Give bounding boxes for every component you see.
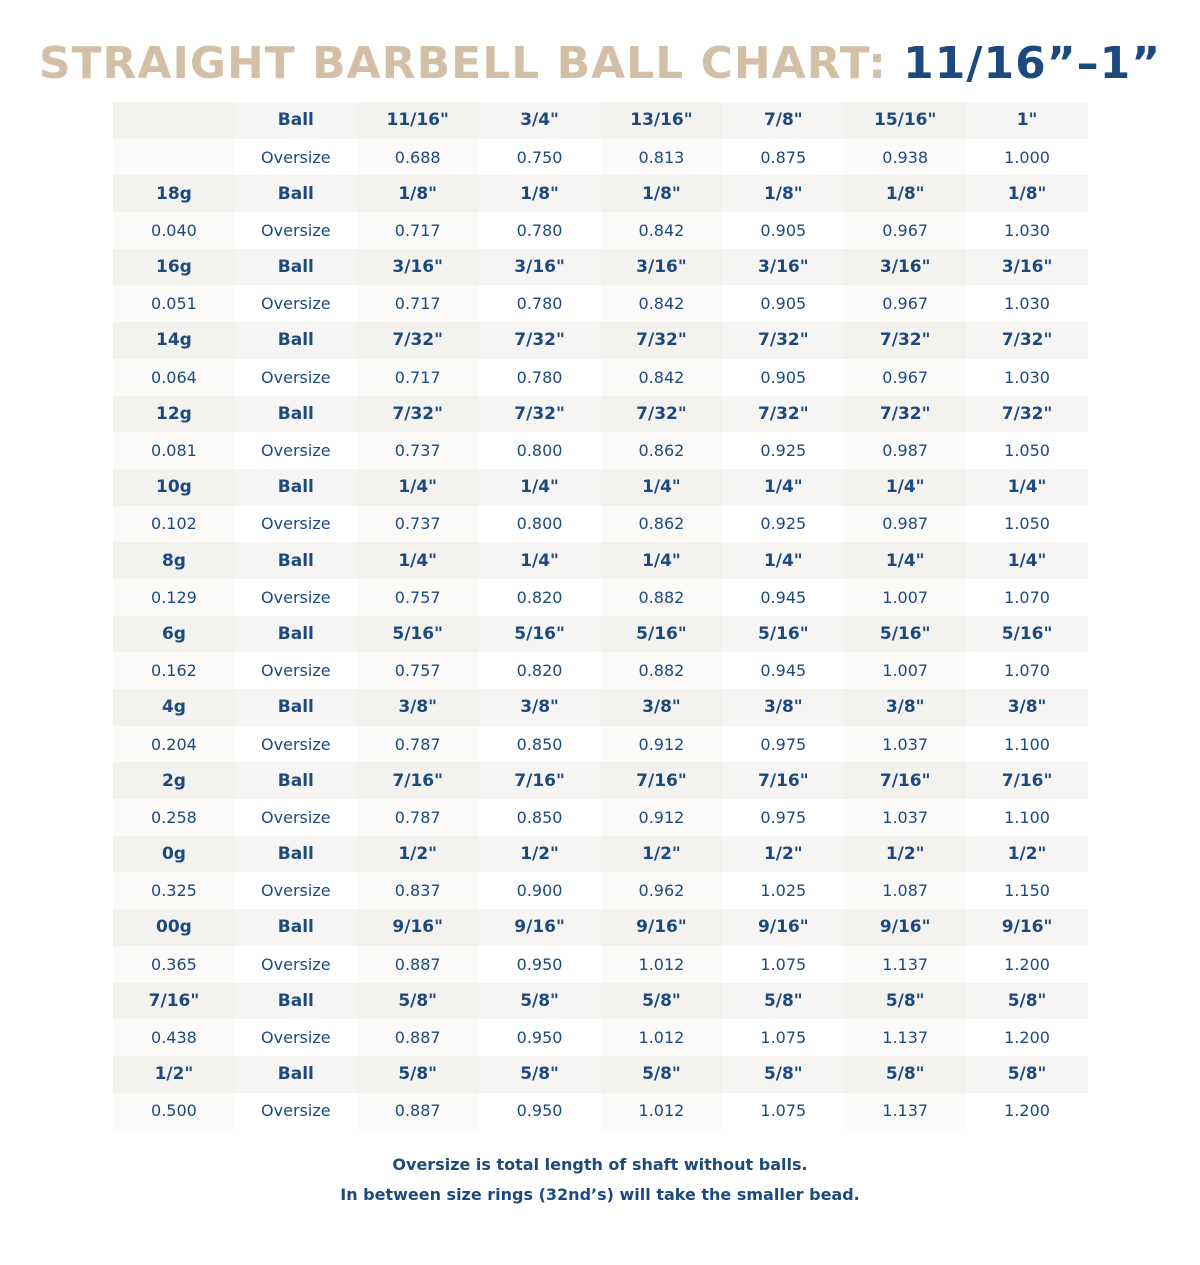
oversize-label: Oversize	[235, 799, 357, 836]
oversize-value: 1.137	[844, 1093, 966, 1130]
ball-size: 7/32"	[966, 322, 1088, 359]
oversize-value: 0.717	[357, 212, 479, 249]
ball-size: 5/16"	[844, 616, 966, 653]
oversize-value: 1.100	[966, 726, 1088, 763]
ball-size: 7/16"	[722, 762, 844, 799]
oversize-value: 0.850	[479, 726, 601, 763]
title-size-range: 11/16”–1”	[903, 38, 1162, 89]
oversize-value: 0.850	[479, 799, 601, 836]
ball-label: Ball	[235, 542, 357, 579]
ball-label: Ball	[235, 762, 357, 799]
ball-size: 5/8"	[357, 1056, 479, 1093]
ball-size: 5/8"	[844, 1056, 966, 1093]
oversize-value: 0.925	[722, 432, 844, 469]
oversize-value: 1.150	[966, 872, 1088, 909]
oversize-value: 0.820	[479, 579, 601, 616]
oversize-value: 0.862	[601, 432, 723, 469]
oversize-value: 0.950	[479, 1019, 601, 1056]
ball-size: 3/8"	[966, 689, 1088, 726]
gauge-ball-row	[113, 175, 1088, 212]
gauge-inches: 0.129	[113, 579, 235, 616]
oversize-value: 1.137	[844, 946, 966, 983]
ball-size: 3/16"	[844, 249, 966, 286]
gauge-ball-row	[113, 1056, 1088, 1093]
gauge-label: 7/16"	[113, 983, 235, 1020]
oversize-value: 0.945	[722, 579, 844, 616]
ball-size: 1/4"	[844, 542, 966, 579]
ball-size: 3/8"	[357, 689, 479, 726]
gauge-oversize-row	[113, 1093, 1088, 1130]
oversize-value: 0.882	[601, 652, 723, 689]
size-header: 1"	[966, 102, 1088, 139]
ball-size: 1/4"	[601, 542, 723, 579]
gauge-ball-row	[113, 762, 1088, 799]
gauge-oversize-row	[113, 652, 1088, 689]
oversize-value: 0.887	[357, 1093, 479, 1130]
oversize-value: 0.887	[357, 946, 479, 983]
oversize-value: 0.787	[357, 726, 479, 763]
ball-size: 5/8"	[479, 983, 601, 1020]
oversize-label: Oversize	[235, 506, 357, 543]
oversize-value: 0.967	[844, 212, 966, 249]
gauge-oversize-row	[113, 872, 1088, 909]
ball-size: 1/4"	[966, 469, 1088, 506]
ball-label: Ball	[235, 836, 357, 873]
oversize-value: 0.975	[722, 799, 844, 836]
oversize-value: 1.007	[844, 652, 966, 689]
ball-size: 7/32"	[601, 322, 723, 359]
gauge-inches: 0.365	[113, 946, 235, 983]
gauge-inches: 0.258	[113, 799, 235, 836]
ball-size: 1/8"	[844, 175, 966, 212]
oversize-value: 0.912	[601, 726, 723, 763]
ball-size: 1/8"	[722, 175, 844, 212]
gauge-oversize-row	[113, 432, 1088, 469]
gauge-inches: 0.500	[113, 1093, 235, 1130]
oversize-value: 0.938	[844, 139, 966, 176]
ball-size: 9/16"	[601, 909, 723, 946]
ball-size: 5/16"	[479, 616, 601, 653]
ball-size: 3/8"	[601, 689, 723, 726]
gauge-oversize-row	[113, 212, 1088, 249]
gauge-inches: 0.064	[113, 359, 235, 396]
gauge-label: 00g	[113, 909, 235, 946]
oversize-value: 0.717	[357, 285, 479, 322]
gauge-ball-row	[113, 249, 1088, 286]
gauge-oversize-row	[113, 285, 1088, 322]
ball-label: Ball	[235, 175, 357, 212]
ball-label: Ball	[235, 616, 357, 653]
oversize-value: 1.012	[601, 946, 723, 983]
gauge-inches: 0.325	[113, 872, 235, 909]
oversize-value: 1.037	[844, 726, 966, 763]
ball-size: 5/8"	[844, 983, 966, 1020]
ball-label: Ball	[235, 322, 357, 359]
ball-size: 5/16"	[966, 616, 1088, 653]
size-header: 13/16"	[601, 102, 723, 139]
oversize-label: Oversize	[235, 946, 357, 983]
ball-size: 3/8"	[722, 689, 844, 726]
gauge-inches: 0.051	[113, 285, 235, 322]
oversize-label: Oversize	[235, 285, 357, 322]
ball-size: 1/4"	[722, 469, 844, 506]
ball-size: 5/8"	[966, 983, 1088, 1020]
gauge-inches: 0.040	[113, 212, 235, 249]
ball-size: 7/32"	[722, 322, 844, 359]
ball-size: 3/16"	[601, 249, 723, 286]
oversize-value: 0.737	[357, 506, 479, 543]
oversize-value: 0.780	[479, 285, 601, 322]
ball-label: Ball	[235, 396, 357, 433]
oversize-value: 0.882	[601, 579, 723, 616]
ball-size: 7/32"	[966, 396, 1088, 433]
ball-size: 7/32"	[722, 396, 844, 433]
ball-size: 1/4"	[722, 542, 844, 579]
header-oversize-row	[113, 139, 1088, 176]
gauge-inches: 0.102	[113, 506, 235, 543]
ball-size: 7/16"	[601, 762, 723, 799]
gauge-ball-row	[113, 396, 1088, 433]
gauge-label: 14g	[113, 322, 235, 359]
gauge-label: 0g	[113, 836, 235, 873]
gauge-inches: 0.162	[113, 652, 235, 689]
ball-size: 1/2"	[722, 836, 844, 873]
ball-size: 1/2"	[357, 836, 479, 873]
oversize-value: 0.842	[601, 285, 723, 322]
gauge-oversize-row	[113, 506, 1088, 543]
ball-size: 5/8"	[357, 983, 479, 1020]
ball-size: 5/16"	[357, 616, 479, 653]
oversize-value: 0.842	[601, 359, 723, 396]
oversize-value: 1.100	[966, 799, 1088, 836]
gauge-inches: 0.438	[113, 1019, 235, 1056]
corner-cell-empty	[113, 139, 235, 176]
ball-size: 5/8"	[601, 983, 723, 1020]
ball-size: 7/16"	[844, 762, 966, 799]
oversize-label: Oversize	[235, 726, 357, 763]
ball-size: 3/16"	[722, 249, 844, 286]
ball-size: 3/8"	[844, 689, 966, 726]
oversize-value: 0.813	[601, 139, 723, 176]
header-ball-row	[113, 102, 1088, 139]
footnote-in-between: In between size rings (32nd’s) will take the smaller bead.	[340, 1185, 860, 1204]
oversize-value: 0.905	[722, 359, 844, 396]
ball-size: 1/2"	[601, 836, 723, 873]
ball-size: 5/16"	[722, 616, 844, 653]
ball-size: 7/32"	[479, 322, 601, 359]
oversize-label: Oversize	[235, 872, 357, 909]
ball-label: Ball	[235, 983, 357, 1020]
oversize-value: 1.087	[844, 872, 966, 909]
title-main: STRAIGHT BARBELL BALL CHART:	[38, 38, 887, 89]
oversize-value: 0.975	[722, 726, 844, 763]
ball-size: 7/32"	[479, 396, 601, 433]
footnotes	[0, 1150, 1200, 1210]
ball-size: 1/8"	[601, 175, 723, 212]
gauge-oversize-row	[113, 1019, 1088, 1056]
ball-size: 1/4"	[357, 542, 479, 579]
ball-size: 5/8"	[722, 983, 844, 1020]
oversize-label: Oversize	[235, 432, 357, 469]
oversize-value: 0.925	[722, 506, 844, 543]
oversize-value: 0.800	[479, 506, 601, 543]
oversize-value: 0.900	[479, 872, 601, 909]
oversize-value: 0.887	[357, 1019, 479, 1056]
gauge-inches: 0.081	[113, 432, 235, 469]
oversize-value: 1.012	[601, 1093, 723, 1130]
ball-label: Ball	[235, 102, 357, 139]
oversize-value: 1.200	[966, 946, 1088, 983]
gauge-ball-row	[113, 836, 1088, 873]
oversize-value: 0.987	[844, 506, 966, 543]
ball-size: 9/16"	[357, 909, 479, 946]
gauge-oversize-row	[113, 359, 1088, 396]
gauge-oversize-row	[113, 946, 1088, 983]
gauge-ball-row	[113, 983, 1088, 1020]
oversize-value: 0.987	[844, 432, 966, 469]
oversize-value: 1.075	[722, 1019, 844, 1056]
oversize-value: 1.037	[844, 799, 966, 836]
oversize-value: 0.717	[357, 359, 479, 396]
gauge-label: 6g	[113, 616, 235, 653]
oversize-value: 1.012	[601, 1019, 723, 1056]
ball-size: 1/4"	[601, 469, 723, 506]
oversize-value: 1.075	[722, 1093, 844, 1130]
oversize-label: Oversize	[235, 652, 357, 689]
oversize-value: 0.950	[479, 1093, 601, 1130]
oversize-value: 1.070	[966, 579, 1088, 616]
oversize-value: 0.787	[357, 799, 479, 836]
oversize-value: 0.800	[479, 432, 601, 469]
oversize-value: 1.200	[966, 1019, 1088, 1056]
oversize-value: 1.200	[966, 1093, 1088, 1130]
oversize-label: Oversize	[235, 1019, 357, 1056]
oversize-label: Oversize	[235, 139, 357, 176]
oversize-value: 1.030	[966, 285, 1088, 322]
oversize-value: 0.875	[722, 139, 844, 176]
oversize-value: 1.070	[966, 652, 1088, 689]
oversize-value: 1.030	[966, 212, 1088, 249]
oversize-value: 0.905	[722, 285, 844, 322]
gauge-ball-row	[113, 469, 1088, 506]
ball-size: 3/16"	[357, 249, 479, 286]
gauge-label: 18g	[113, 175, 235, 212]
oversize-value: 1.050	[966, 432, 1088, 469]
gauge-inches: 0.204	[113, 726, 235, 763]
oversize-value: 0.967	[844, 285, 966, 322]
gauge-label: 12g	[113, 396, 235, 433]
gauge-label: 2g	[113, 762, 235, 799]
ball-size: 5/16"	[601, 616, 723, 653]
oversize-value: 1.050	[966, 506, 1088, 543]
ball-size: 7/32"	[844, 396, 966, 433]
corner-cell	[113, 102, 235, 139]
oversize-value: 1.025	[722, 872, 844, 909]
ball-label: Ball	[235, 1056, 357, 1093]
gauge-ball-row	[113, 909, 1088, 946]
oversize-label: Oversize	[235, 579, 357, 616]
gauge-ball-row	[113, 616, 1088, 653]
ball-size: 7/16"	[966, 762, 1088, 799]
ball-size: 5/8"	[479, 1056, 601, 1093]
oversize-value: 0.780	[479, 212, 601, 249]
ball-size: 9/16"	[479, 909, 601, 946]
ball-size: 1/4"	[479, 469, 601, 506]
ball-label: Ball	[235, 689, 357, 726]
oversize-value: 0.862	[601, 506, 723, 543]
gauge-label: 1/2"	[113, 1056, 235, 1093]
gauge-ball-row	[113, 322, 1088, 359]
oversize-value: 0.842	[601, 212, 723, 249]
oversize-label: Oversize	[235, 212, 357, 249]
ball-size: 1/4"	[479, 542, 601, 579]
oversize-value: 0.688	[357, 139, 479, 176]
ball-size: 3/16"	[479, 249, 601, 286]
ball-size: 7/32"	[357, 396, 479, 433]
size-header: 11/16"	[357, 102, 479, 139]
oversize-value: 0.820	[479, 652, 601, 689]
ball-size: 1/2"	[479, 836, 601, 873]
ball-size: 1/8"	[479, 175, 601, 212]
ball-size: 5/8"	[966, 1056, 1088, 1093]
oversize-value: 0.780	[479, 359, 601, 396]
gauge-oversize-row	[113, 579, 1088, 616]
gauge-label: 8g	[113, 542, 235, 579]
oversize-value: 0.750	[479, 139, 601, 176]
ball-label: Ball	[235, 909, 357, 946]
oversize-value: 0.912	[601, 799, 723, 836]
oversize-value: 0.837	[357, 872, 479, 909]
size-header: 7/8"	[722, 102, 844, 139]
oversize-value: 0.757	[357, 579, 479, 616]
ball-size: 1/8"	[357, 175, 479, 212]
ball-size: 3/8"	[479, 689, 601, 726]
ball-size: 1/4"	[966, 542, 1088, 579]
ball-size: 7/16"	[479, 762, 601, 799]
gauge-ball-row	[113, 542, 1088, 579]
gauge-oversize-row	[113, 726, 1088, 763]
gauge-label: 10g	[113, 469, 235, 506]
oversize-label: Oversize	[235, 359, 357, 396]
gauge-label: 16g	[113, 249, 235, 286]
ball-size: 5/8"	[601, 1056, 723, 1093]
ball-size: 7/32"	[844, 322, 966, 359]
ball-size: 7/32"	[357, 322, 479, 359]
oversize-label: Oversize	[235, 1093, 357, 1130]
ball-size: 7/32"	[601, 396, 723, 433]
ball-size: 1/4"	[844, 469, 966, 506]
ball-size: 5/8"	[722, 1056, 844, 1093]
ball-size: 1/2"	[844, 836, 966, 873]
oversize-value: 0.950	[479, 946, 601, 983]
gauge-label: 4g	[113, 689, 235, 726]
oversize-value: 1.030	[966, 359, 1088, 396]
ball-size: 3/16"	[966, 249, 1088, 286]
oversize-value: 1.075	[722, 946, 844, 983]
size-header: 15/16"	[844, 102, 966, 139]
ball-size: 1/4"	[357, 469, 479, 506]
chart-body	[113, 102, 1088, 1129]
oversize-value: 0.945	[722, 652, 844, 689]
oversize-value: 1.137	[844, 1019, 966, 1056]
gauge-oversize-row	[113, 799, 1088, 836]
ball-size: 1/2"	[966, 836, 1088, 873]
oversize-value: 0.967	[844, 359, 966, 396]
oversize-value: 1.000	[966, 139, 1088, 176]
ball-size: 9/16"	[966, 909, 1088, 946]
ball-label: Ball	[235, 469, 357, 506]
footnote-oversize: Oversize is total length of shaft without balls.	[392, 1155, 808, 1174]
oversize-value: 1.007	[844, 579, 966, 616]
ball-chart-table	[113, 102, 1088, 1129]
oversize-value: 0.757	[357, 652, 479, 689]
ball-size: 7/16"	[357, 762, 479, 799]
ball-label: Ball	[235, 249, 357, 286]
oversize-value: 0.905	[722, 212, 844, 249]
size-header: 3/4"	[479, 102, 601, 139]
oversize-value: 0.737	[357, 432, 479, 469]
page-title	[0, 36, 1200, 92]
gauge-ball-row	[113, 689, 1088, 726]
ball-size: 9/16"	[844, 909, 966, 946]
oversize-value: 0.962	[601, 872, 723, 909]
ball-size: 1/8"	[966, 175, 1088, 212]
ball-size: 9/16"	[722, 909, 844, 946]
